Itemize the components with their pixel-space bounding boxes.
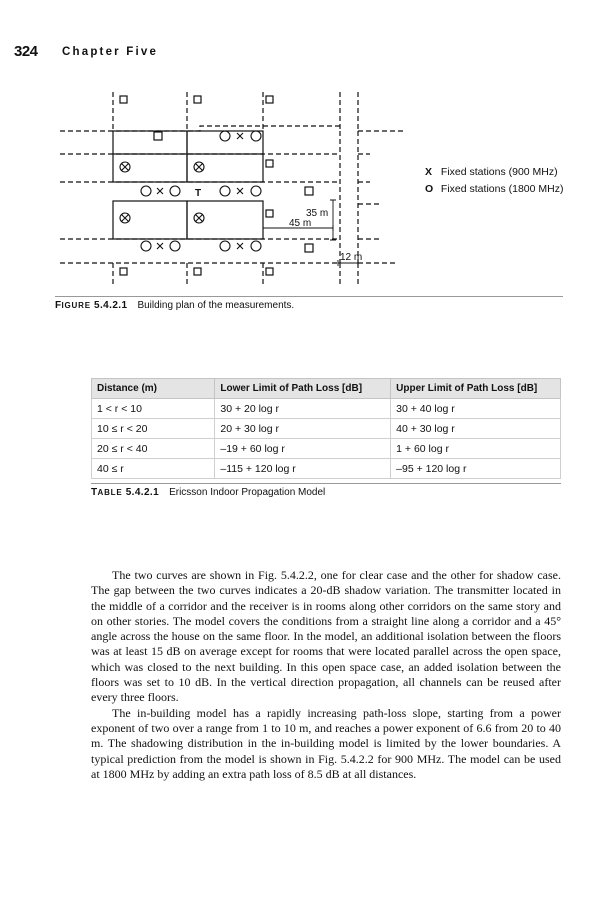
header-upper-limit: Upper Limit of Path Loss [dB]	[391, 379, 561, 399]
page-number: 324	[14, 43, 38, 60]
table-caption: TABLE 5.4.2.1 Ericsson Indoor Propagation Model	[91, 487, 326, 498]
paragraph-2: The in-building model has a rapidly increasing path-loss slope, starting from a power exponent of two over a range from 1 to 10 m, and reaches a power exponent of 6.6 from 20 to 40 m. The shadowing distribution in the in-building model is limited by the lower boundaries. A typical prediction from the model is shown in Fig. 5.4.2.2 for 900 MHz. The model can be used at 1800 MHz by adding an extra path loss of 8.5 dB at all distances.	[91, 705, 561, 781]
x-icon: X	[425, 166, 433, 178]
fixed-stations-900	[120, 133, 243, 249]
dim-35m: 35 m	[306, 208, 329, 219]
legend-item-900: X Fixed stations (900 MHz)	[425, 164, 563, 181]
table-row: 10 ≤ r < 20 20 + 30 log r 40 + 30 log r	[92, 419, 561, 439]
table-row: 40 ≤ r –115 + 120 log r –95 + 120 log r	[92, 459, 561, 479]
propagation-table	[91, 378, 561, 479]
table-row: 1 < r < 10 30 + 20 log r 30 + 40 log r	[92, 399, 561, 419]
figure-legend	[425, 164, 563, 197]
table-header-row	[92, 379, 561, 399]
header-distance: Distance (m)	[92, 379, 215, 399]
table-rule	[91, 483, 561, 484]
paragraph-1: The two curves are shown in Fig. 5.4.2.2, one for clear case and the other for shadow case. The gap between the two curves indicates a 20-dB shadow variation. The transmitter located in the middle of a corridor and the receiver is in rooms along other corridors on the same story and on other stories. The model covers the conditions from a straight line along a corridor and a 45° angle across the house on the same floor. In the model, an additional isolation between the floors was at least 15 dB on average except for rooms that were located parallel across the open space, which was closed to the next building. In this open space case, an added isolation between the floors was set to 10 dB. In the vertical direction propagation, all channels can be reused after every three floors.	[91, 568, 561, 705]
chapter-title: Chapter Five	[62, 46, 159, 58]
rooms	[113, 131, 263, 239]
small-squares	[120, 96, 313, 275]
dim-45m: 45 m	[289, 218, 312, 229]
legend-item-1800: O Fixed stations (1800 MHz)	[425, 181, 563, 198]
figure-caption: FIGURE 5.4.2.1 Building plan of the measurements.	[55, 300, 295, 311]
circle-icon: O	[425, 182, 434, 195]
transmitter-label: T	[195, 188, 202, 199]
figure-rule	[55, 296, 563, 297]
dim-12m: 12 m	[340, 252, 363, 263]
body-text	[91, 568, 561, 782]
table-row: 20 ≤ r < 40 –19 + 60 log r 1 + 60 log r	[92, 439, 561, 459]
header-lower-limit: Lower Limit of Path Loss [dB]	[215, 379, 391, 399]
building-plan-diagram	[55, 84, 405, 290]
